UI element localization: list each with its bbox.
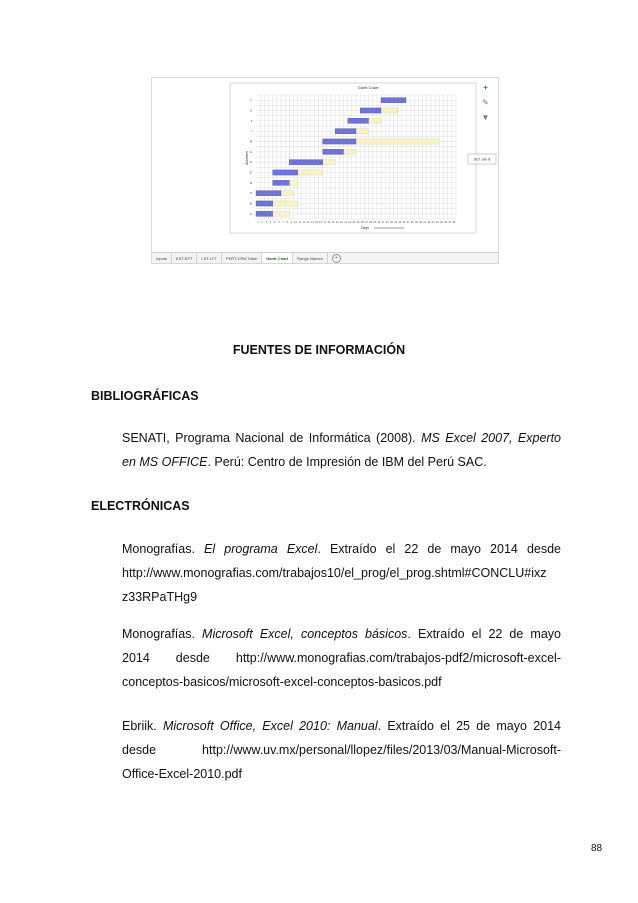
y-tick-label: B bbox=[249, 201, 252, 206]
task-bar bbox=[323, 139, 356, 144]
chart-filter-icon[interactable]: ▼ bbox=[481, 113, 490, 122]
x-tick-label: 43 bbox=[431, 221, 435, 224]
ref-text: SENATI, Programa Nacional de Informática (2008). bbox=[122, 431, 422, 445]
x-tick-label: 1 bbox=[257, 221, 259, 224]
x-tick-label: 47 bbox=[448, 221, 452, 224]
x-tick-label: 37 bbox=[406, 221, 410, 224]
x-tick-label: 8 bbox=[286, 221, 288, 224]
y-tick-label: H bbox=[249, 139, 252, 144]
page-title: FUENTES DE INFORMACIÓN bbox=[232, 343, 406, 357]
slack-bar bbox=[281, 191, 294, 196]
sheet-tab[interactable]: EST-EFT bbox=[172, 253, 197, 263]
task-bar bbox=[360, 108, 381, 113]
ref-url[interactable]: Office-Excel-2010.pdf bbox=[122, 767, 242, 781]
x-tick-label: 12 bbox=[302, 221, 306, 224]
x-tick-label: 46 bbox=[444, 221, 448, 224]
task-bar bbox=[335, 129, 356, 134]
x-tick-label: 25 bbox=[356, 221, 360, 224]
y-tick-label: E bbox=[249, 170, 252, 175]
x-tick-label: 21 bbox=[339, 221, 343, 224]
x-tick-label: 13 bbox=[306, 221, 310, 224]
ref-title: El programa Excel bbox=[204, 542, 318, 556]
page-number: 88 bbox=[591, 843, 603, 854]
x-tick-label: 32 bbox=[385, 221, 389, 224]
ref-url[interactable]: http://www.monografias.com/trabajos10/el_prog/el_prog.shtml#CONCLU#ixz bbox=[122, 566, 547, 580]
ref-title: MS Excel 2007, Experto bbox=[421, 431, 561, 445]
task-bar bbox=[273, 170, 298, 175]
section-title-bibliograficas: BIBLIOGRÁFICAS bbox=[91, 389, 199, 403]
x-tick-label: 4 bbox=[269, 221, 272, 224]
sheet-tab[interactable]: PERT-CPM Table bbox=[222, 253, 262, 263]
legend-text: SET Jan 8 bbox=[473, 157, 491, 162]
x-tick-label: 44 bbox=[435, 221, 439, 224]
x-tick-label: 10 bbox=[294, 221, 298, 224]
ref-text: . Extraído el 22 de mayo bbox=[407, 627, 561, 641]
task-bar bbox=[348, 118, 369, 123]
x-tick-label: 3 bbox=[265, 221, 268, 224]
task-bar bbox=[289, 160, 322, 165]
x-tick-label: 22 bbox=[344, 221, 348, 224]
x-tick-label: 19 bbox=[331, 221, 335, 224]
x-tick-label: 28 bbox=[369, 221, 373, 224]
ref-text: . Perú: Centro de Impresión de IBM del Perú SAC. bbox=[207, 455, 487, 469]
x-tick-label: 31 bbox=[381, 221, 385, 224]
y-axis-label: Activities bbox=[245, 151, 249, 165]
x-tick-label: 7 bbox=[282, 221, 284, 224]
gantt-screenshot bbox=[151, 77, 499, 264]
x-tick-label: 26 bbox=[360, 221, 364, 224]
chart-side-tools bbox=[481, 83, 493, 128]
y-tick-label: I bbox=[251, 129, 252, 134]
bibliographic-reference bbox=[122, 426, 561, 474]
chart-style-icon[interactable]: ✎ bbox=[482, 98, 489, 107]
x-tick-label: 30 bbox=[377, 221, 381, 224]
x-tick-label: 42 bbox=[427, 221, 431, 224]
ref-text: Monografías. bbox=[122, 627, 203, 641]
x-tick-label: 29 bbox=[373, 221, 377, 224]
x-tick-label: 35 bbox=[398, 221, 402, 224]
add-sheet-icon[interactable]: + bbox=[332, 254, 341, 263]
section-title-electronicas: ELECTRÓNICAS bbox=[91, 499, 190, 513]
sheet-tab[interactable]: Range Names bbox=[293, 253, 328, 263]
slack-bar bbox=[273, 211, 290, 216]
gantt-chart bbox=[152, 78, 499, 254]
task-bar bbox=[381, 98, 406, 103]
x-tick-label: 41 bbox=[423, 221, 427, 224]
electronic-reference-1 bbox=[122, 537, 561, 609]
slack-bar bbox=[369, 118, 382, 123]
x-tick-label: 17 bbox=[323, 221, 327, 224]
y-tick-label: F bbox=[250, 160, 252, 165]
y-tick-label: C bbox=[249, 191, 252, 196]
ref-text: Monografías. bbox=[122, 542, 205, 556]
ref-text: . Extraído el 22 de mayo 2014 desde bbox=[317, 542, 561, 556]
task-bar bbox=[256, 191, 281, 196]
y-tick-label: D bbox=[249, 180, 252, 185]
sheet-tab[interactable]: Inputs bbox=[152, 253, 172, 263]
x-tick-label: 16 bbox=[319, 221, 323, 224]
ref-url[interactable]: 2014 desde http://www.monografias.com/trabajos-pdf2/microsoft-excel- bbox=[122, 651, 561, 665]
slack-bar bbox=[381, 108, 398, 113]
ref-url[interactable]: conceptos-basicos/microsoft-excel-conceptos-basicos.pdf bbox=[122, 675, 442, 689]
y-tick-label: A bbox=[249, 211, 252, 216]
task-bar bbox=[273, 180, 290, 185]
slack-bar bbox=[273, 201, 298, 206]
x-tick-label: 23 bbox=[348, 221, 352, 224]
x-tick-label: 38 bbox=[410, 221, 414, 224]
ref-url[interactable]: z33RPaTHg9 bbox=[122, 590, 198, 604]
ref-text: Ebriik. bbox=[122, 719, 163, 733]
x-tick-label: 24 bbox=[352, 221, 356, 224]
x-tick-label: 9 bbox=[290, 221, 293, 224]
slack-bar bbox=[344, 149, 357, 154]
sheet-tab[interactable]: LST-LFT bbox=[197, 253, 222, 263]
task-bar bbox=[256, 211, 273, 216]
y-tick-label: K bbox=[249, 108, 252, 113]
x-tick-label: 20 bbox=[335, 221, 339, 224]
x-tick-label: 15 bbox=[314, 221, 318, 224]
x-tick-label: 6 bbox=[278, 221, 280, 224]
ref-title: Microsoft Office, Excel 2010: Manual bbox=[162, 719, 378, 733]
x-axis-label: Days bbox=[361, 226, 369, 230]
sheet-tab-bar bbox=[152, 252, 498, 263]
x-tick-label: 34 bbox=[394, 221, 398, 224]
chart-title: Gantt Chart bbox=[357, 85, 379, 90]
y-tick-label: G bbox=[249, 149, 252, 154]
x-tick-label: 40 bbox=[419, 221, 423, 224]
x-tick-label: 14 bbox=[310, 221, 314, 224]
electronic-reference-2 bbox=[122, 622, 561, 694]
ref-title: Microsoft Excel, conceptos básicos bbox=[202, 627, 408, 641]
x-tick-label: 18 bbox=[327, 221, 331, 224]
chart-area bbox=[230, 83, 476, 233]
y-tick-label: J bbox=[250, 118, 252, 123]
ref-title: en MS OFFICE bbox=[122, 455, 208, 469]
electronic-reference-3 bbox=[122, 714, 561, 786]
slack-bar bbox=[298, 170, 323, 175]
x-tick-label: 27 bbox=[364, 221, 368, 224]
y-tick-label: L bbox=[250, 98, 252, 103]
slack-bar bbox=[289, 180, 297, 185]
x-tick-label: 45 bbox=[439, 221, 443, 224]
x-tick-label: 36 bbox=[402, 221, 406, 224]
task-bar bbox=[256, 201, 273, 206]
slack-bar bbox=[323, 160, 336, 165]
x-tick-label: 48 bbox=[452, 221, 456, 224]
ref-text: . Extraído el 25 de mayo 2014 bbox=[377, 719, 562, 733]
sheet-tab-active[interactable]: Gantt Chart bbox=[262, 253, 293, 263]
task-bar bbox=[323, 149, 344, 154]
add-chart-element-icon[interactable]: + bbox=[483, 83, 488, 92]
slack-bar bbox=[356, 129, 369, 134]
slack-bar bbox=[356, 139, 439, 144]
x-tick-label: 11 bbox=[298, 221, 302, 224]
x-tick-label: 5 bbox=[274, 221, 276, 224]
x-tick-label: 33 bbox=[389, 221, 393, 224]
x-tick-label: 39 bbox=[414, 221, 418, 224]
ref-url[interactable]: desde http://www.uv.mx/personal/llopez/files/2013/03/Manual-Microsoft- bbox=[122, 743, 561, 757]
x-tick-label: 2 bbox=[261, 221, 263, 224]
